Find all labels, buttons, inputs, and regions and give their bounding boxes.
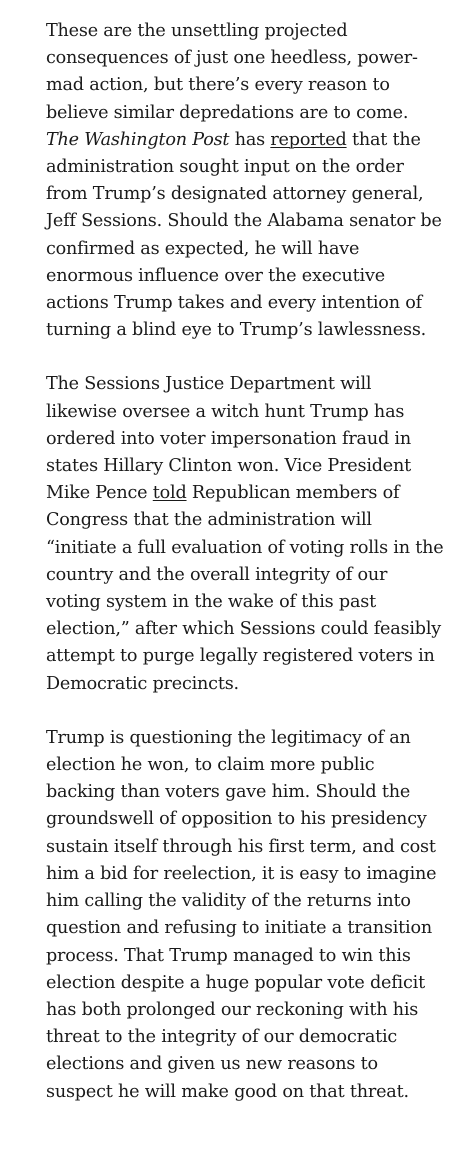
paragraph-1 [46,18,446,344]
publication-name: The Washington Post [46,129,230,150]
paragraph-text: Republican members of Congress that the administration will “initiate a full evaluation of voting rolls in the country and the overall integrity of our voting system in the wake of this past election,” after which Sessions could feasibly attempt to purge legally registered voters in Democratic precincts. [46,483,444,694]
paragraph-text: These are the unsettling projected consequences of just one heedless, power-mad action, but there’s every reason to believe similar depredations are to come. [46,21,418,123]
paragraph-text: The Sessions Justice Department will likewise oversee a witch hunt Trump has ordered into voter impersonation fraud in states Hillary Clinton won. Vice President Mike Pence [46,374,412,504]
paragraph-text: Trump is questioning the legitimacy of an election he won, to claim more public backing than voters gave him. Should the groundswell of opposition to his presidency sustain itself through his first term, and cost him a bid for reelection, it is easy to imagine him calling the validity of the returns into question and refusing to initiate a transition process. That Trump managed to win this election despite a huge popular vote deficit has both prolonged our reckoning with his threat to the integrity of our democratic elections and given us new reasons to suspect he will make good on that threat. [46,727,437,1102]
paragraph-3 [46,725,446,1106]
reported-link[interactable]: reported [270,129,347,150]
article-body [46,18,446,1106]
told-link[interactable]: told [152,483,187,504]
paragraph-text: that the administration sought input on the order from Trump’s designated attorney general, Jeff Sessions. Should the Alabama senator be confirmed as expected, he will have enormous influence over the executive actions Trump takes and every intention of turning a blind eye to Trump’s lawlessness. [46,129,442,341]
paragraph-text: has [229,129,271,150]
paragraph-2 [46,371,446,697]
